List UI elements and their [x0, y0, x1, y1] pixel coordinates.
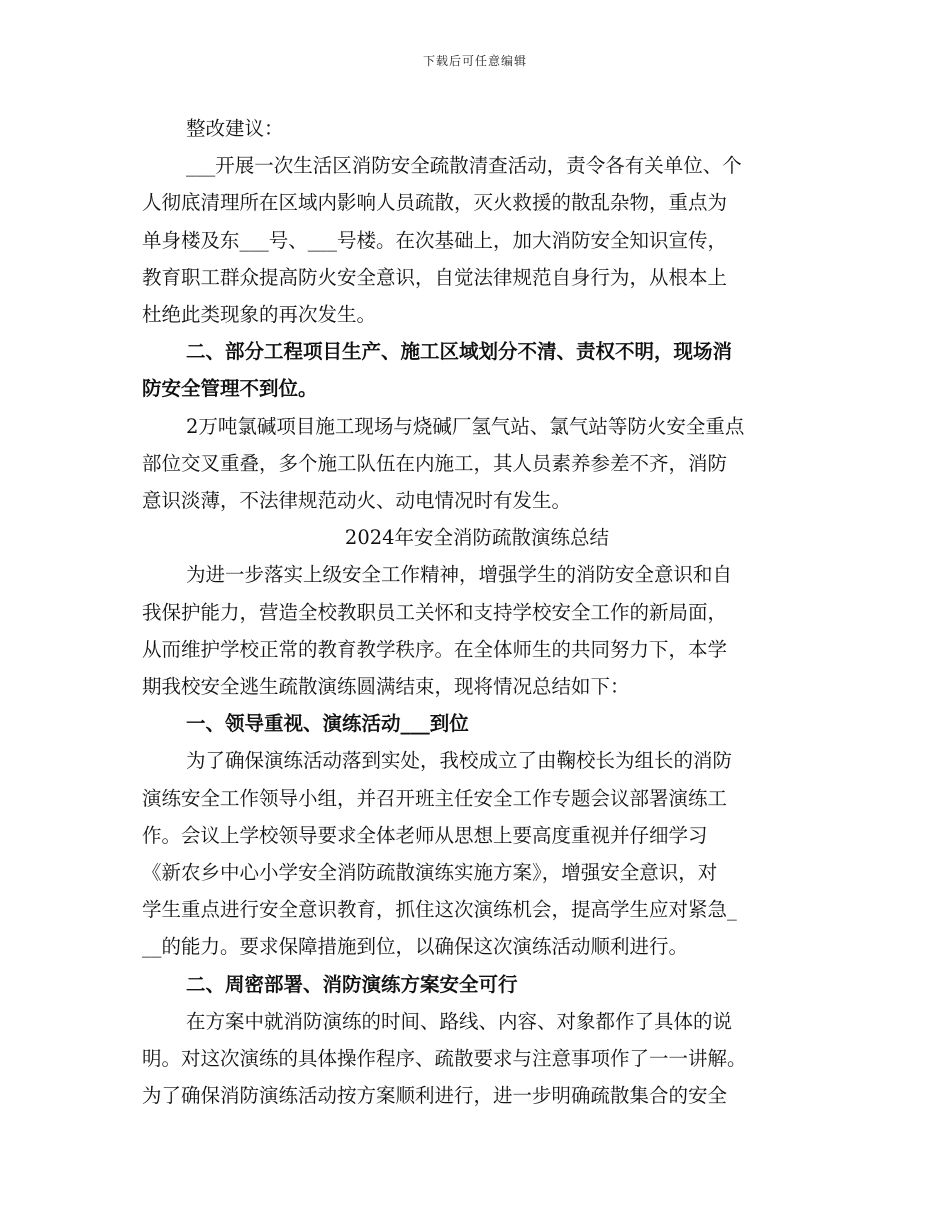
- text-line: 意识淡薄，不法律规范动火、动电情况时有发生。: [142, 489, 572, 513]
- document-body: [142, 110, 812, 1114]
- text-line: 学生重点进行安全意识教育，抓住这次演练机会，提高学生应对紧急_: [142, 898, 737, 922]
- text-line: 一、领导重视、演练活动___到位: [186, 712, 469, 736]
- text-line: 2024年安全消防疏散演练总结: [344, 526, 610, 550]
- paragraph: [142, 445, 812, 519]
- document-title: [142, 519, 812, 556]
- text-line: 教育职工群众提高防火安全意识，自觉法律规范自身行为，从根本上: [142, 265, 728, 289]
- text-line: 作。会议上学校领导要求全体老师从思想上要高度重视并仔细学习: [142, 823, 708, 847]
- text-line: 为了确保消防演练活动按方案顺利进行，进一步明确疏散集合的安全: [142, 1084, 728, 1108]
- section-heading: [142, 333, 812, 370]
- paragraph: [142, 147, 812, 184]
- paragraph: [142, 184, 812, 333]
- paragraph: [142, 1040, 812, 1114]
- section-heading: [142, 966, 812, 1003]
- text-line: 我保护能力，营造全校教职员工关怀和支持学校安全工作的新局面，: [142, 600, 728, 624]
- paragraph: [142, 1003, 812, 1040]
- text-line: ___开展一次生活区消防安全疏散清查活动，责令各有关单位、个: [186, 154, 742, 178]
- paragraph: [142, 594, 812, 706]
- text-line: 从而维护学校正常的教育教学秩序。在全体师生的共同努力下，本学: [142, 637, 728, 661]
- text-line: 演练安全工作领导小组，并召开班主任安全工作专题会议部署演练工: [142, 786, 728, 810]
- paragraph: [142, 780, 812, 966]
- text-line: 在方案中就消防演练的时间、路线、内容、对象都作了具体的说: [186, 1009, 733, 1033]
- section-heading: [142, 370, 812, 407]
- paragraph: [142, 110, 812, 147]
- text-line: 明。对这次演练的具体操作程序、疏散要求与注意事项作了一一讲解。: [142, 1047, 747, 1071]
- text-line: 2万吨氯碱项目施工现场与烧碱厂氢气站、氯气站等防火安全重点: [186, 414, 745, 438]
- paragraph: [142, 556, 812, 593]
- text-line: 人彻底清理所在区域内影响人员疏散，灭火救援的散乱杂物，重点为: [142, 191, 728, 215]
- text-line: 为了确保演练活动落到实处，我校成立了由鞠校长为组长的消防: [186, 749, 733, 773]
- paragraph-list: [142, 110, 812, 1114]
- text-line: 整改建议：: [186, 117, 284, 140]
- text-line: 部位交叉重叠，多个施工队伍在内施工，其人员素养参差不齐，消防: [142, 451, 728, 475]
- text-line: 单身楼及东___号、___号楼。在次基础上，加大消防安全知识宣传，: [142, 228, 728, 252]
- text-line: 期我校安全逃生疏散演练圆满结束，现将情况总结如下：: [142, 675, 630, 699]
- text-line: __的能力。要求保障措施到位，以确保这次演练活动顺利进行。: [142, 935, 689, 959]
- text-line: 杜绝此类现象的再次发生。: [142, 303, 377, 327]
- text-line: 为进一步落实上级安全工作精神，增强学生的消防安全意识和自: [186, 563, 733, 587]
- text-line: 防安全管理不到位。: [142, 377, 318, 401]
- paragraph: [142, 408, 812, 445]
- text-line: 二、周密部署、消防演练方案安全可行: [186, 972, 518, 996]
- section-heading: [142, 705, 812, 742]
- text-line: 《新农乡中心小学安全消防疏散演练实施方案》，增强安全意识，对: [142, 861, 718, 885]
- text-line: 二、部分工程项目生产、施工区域划分不清、责权不明，现场消: [186, 340, 733, 364]
- page-header: 下载后可任意编辑: [422, 54, 527, 68]
- paragraph: [142, 742, 812, 779]
